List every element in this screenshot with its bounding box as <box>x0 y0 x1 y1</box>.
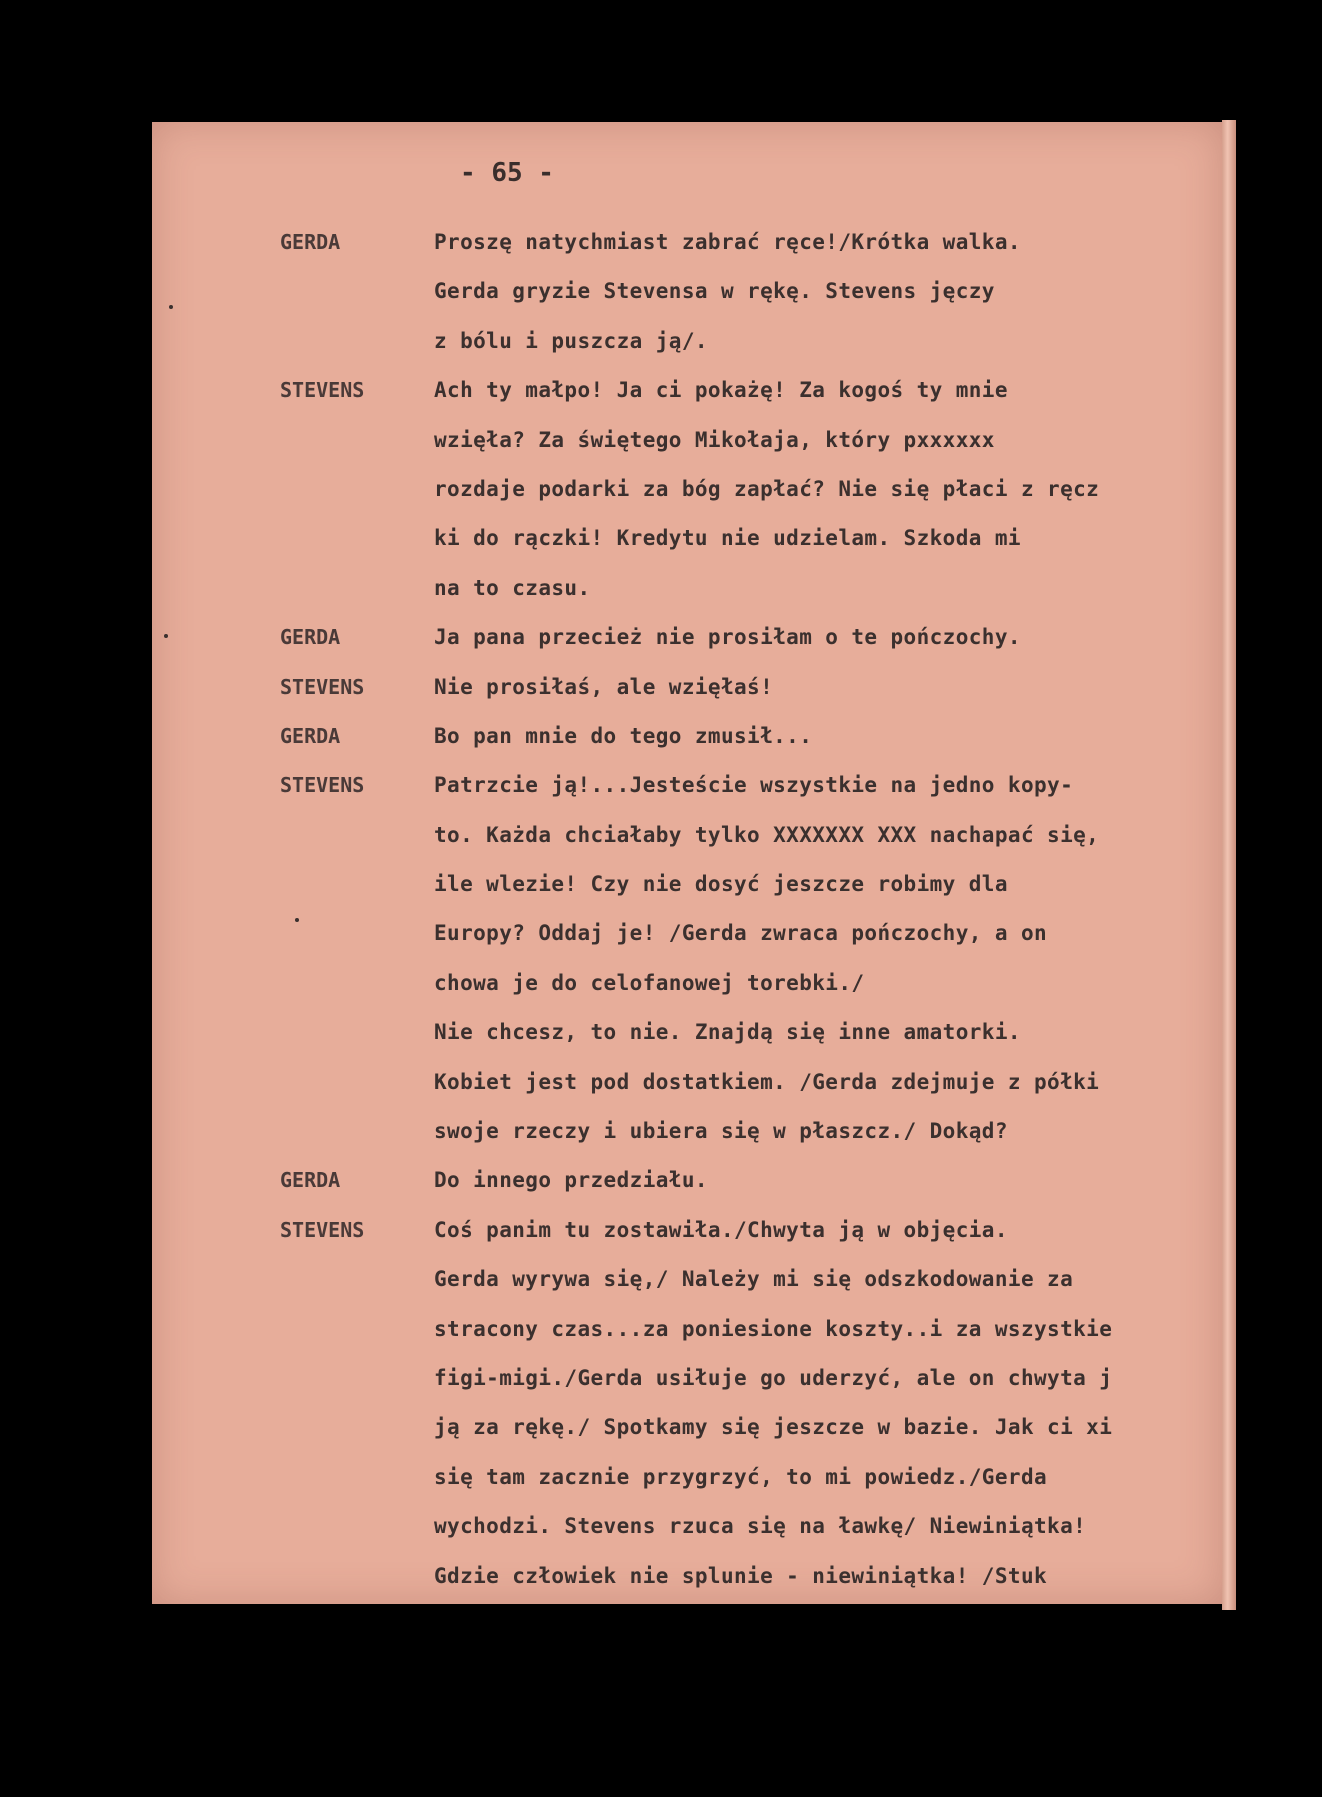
speaker-name: GERDA <box>280 1168 341 1193</box>
script-line <box>152 761 1222 810</box>
page-number: - 65 - <box>460 158 554 188</box>
dialogue-text: Gerda gryzie Stevensa w rękę. Stevens jęczy <box>434 279 995 304</box>
script-line <box>152 1255 1222 1304</box>
script-line <box>152 1305 1222 1354</box>
dialogue-text: Ach ty małpo! Ja ci pokażę! Za kogoś ty mnie <box>434 378 1008 403</box>
script-line <box>152 1058 1222 1107</box>
script-line <box>152 1206 1222 1255</box>
dialogue-text: ki do rączki! Kredytu nie udzielam. Szkoda mi <box>434 526 1021 551</box>
script-line <box>152 218 1222 267</box>
speaker-name: STEVENS <box>280 674 365 699</box>
dialogue-text: wychodzi. Stevens rzuca się na ławkę/ Niewiniątka! <box>434 1514 1087 1539</box>
dialogue-text: ile wlezie! Czy nie dosyć jeszcze robimy dla <box>434 872 1008 897</box>
script-line <box>152 317 1222 366</box>
dialogue-text: Gerda wyrywa się,/ Należy mi się odszkodowanie za <box>434 1267 1074 1292</box>
script-line <box>152 564 1222 613</box>
dialogue-text: na to czasu. <box>434 575 591 600</box>
script-line <box>152 465 1222 514</box>
script-line <box>152 1403 1222 1452</box>
dialogue-text: Proszę natychmiast zabrać ręce!/Krótka walka. <box>434 230 1021 254</box>
dialogue-text: Gdzie człowiek nie splunie - niewiniątka! /Stuk <box>434 1563 1048 1588</box>
dialogue-text: chowa je do celofanowej torebki./ <box>434 970 865 995</box>
dialogue-text: Bo pan mnie do tego zmusił... <box>434 723 813 748</box>
dialogue-text: Coś panim tu zostawiła./Chwyta ją w objęcia. <box>434 1217 1008 1242</box>
script-line <box>152 1107 1222 1156</box>
dialogue-text: Nie chcesz, to nie. Znajdą się inne amatorki. <box>434 1020 1021 1045</box>
dialogue-text: się tam zacznie przygrzyć, to mi powiedz./Gerda <box>434 1464 1048 1489</box>
speaker-name: GERDA <box>280 230 341 254</box>
dialogue-text: Do innego przedziału. <box>434 1168 708 1193</box>
dialogue-text: to. Każda chciałaby tylko XXXXXXX XXX nachapać się, <box>434 822 1100 847</box>
dialogue-text: Patrzcie ją!...Jesteście wszystkie na jedno kopy- <box>434 773 1074 798</box>
dialogue-text: figi-migi./Gerda usiłuje go uderzyć, ale on chwyta j <box>434 1365 1113 1390</box>
script-line <box>152 366 1222 415</box>
page-edge <box>1222 120 1236 1610</box>
dialogue-text: ją za rękę./ Spotkamy się jeszcze w bazie. Jak ci xi <box>434 1415 1113 1440</box>
speaker-name: GERDA <box>280 723 341 748</box>
dialogue-text: Europy? Oddaj je! /Gerda zwraca pończochy, a on <box>434 921 1048 946</box>
dialogue-text: Ja pana przecież nie prosiłam o te pończochy. <box>434 625 1021 650</box>
script-line <box>152 1354 1222 1403</box>
typescript-page <box>152 122 1222 1604</box>
dialogue-text: z bólu i puszcza ją/. <box>434 328 708 353</box>
speaker-name: STEVENS <box>280 773 365 798</box>
speaker-name: STEVENS <box>280 378 365 403</box>
dialogue-text: Kobiet jest pod dostatkiem. /Gerda zdejmuje z półki <box>434 1069 1100 1094</box>
script-line <box>152 613 1222 662</box>
script-line <box>152 860 1222 909</box>
script-line <box>152 1156 1222 1205</box>
dialogue-text: rozdaje podarki za bóg zapłać? Nie się płaci z ręcz <box>434 476 1100 501</box>
script-line <box>152 811 1222 860</box>
speaker-name: GERDA <box>280 625 341 650</box>
script-line <box>152 514 1222 563</box>
script-line <box>152 712 1222 761</box>
script-line <box>152 1008 1222 1057</box>
dialogue-text: swoje rzeczy i ubiera się w płaszcz./ Dokąd? <box>434 1119 1008 1144</box>
script-line <box>152 1502 1222 1551</box>
script-line <box>152 267 1222 316</box>
script-line <box>152 416 1222 465</box>
script-line <box>152 1552 1222 1601</box>
script-line <box>152 909 1222 958</box>
speaker-name: STEVENS <box>280 1217 365 1242</box>
script-line <box>152 959 1222 1008</box>
script-body <box>152 218 1222 1601</box>
dialogue-text: Nie prosiłaś, ale wzięłaś! <box>434 674 774 699</box>
script-line <box>152 1453 1222 1502</box>
dialogue-text: wzięła? Za świętego Mikołaja, który pxxxxxx <box>434 427 995 452</box>
dialogue-text: stracony czas...za poniesione koszty..i za wszystkie <box>434 1316 1113 1341</box>
script-line <box>152 663 1222 712</box>
